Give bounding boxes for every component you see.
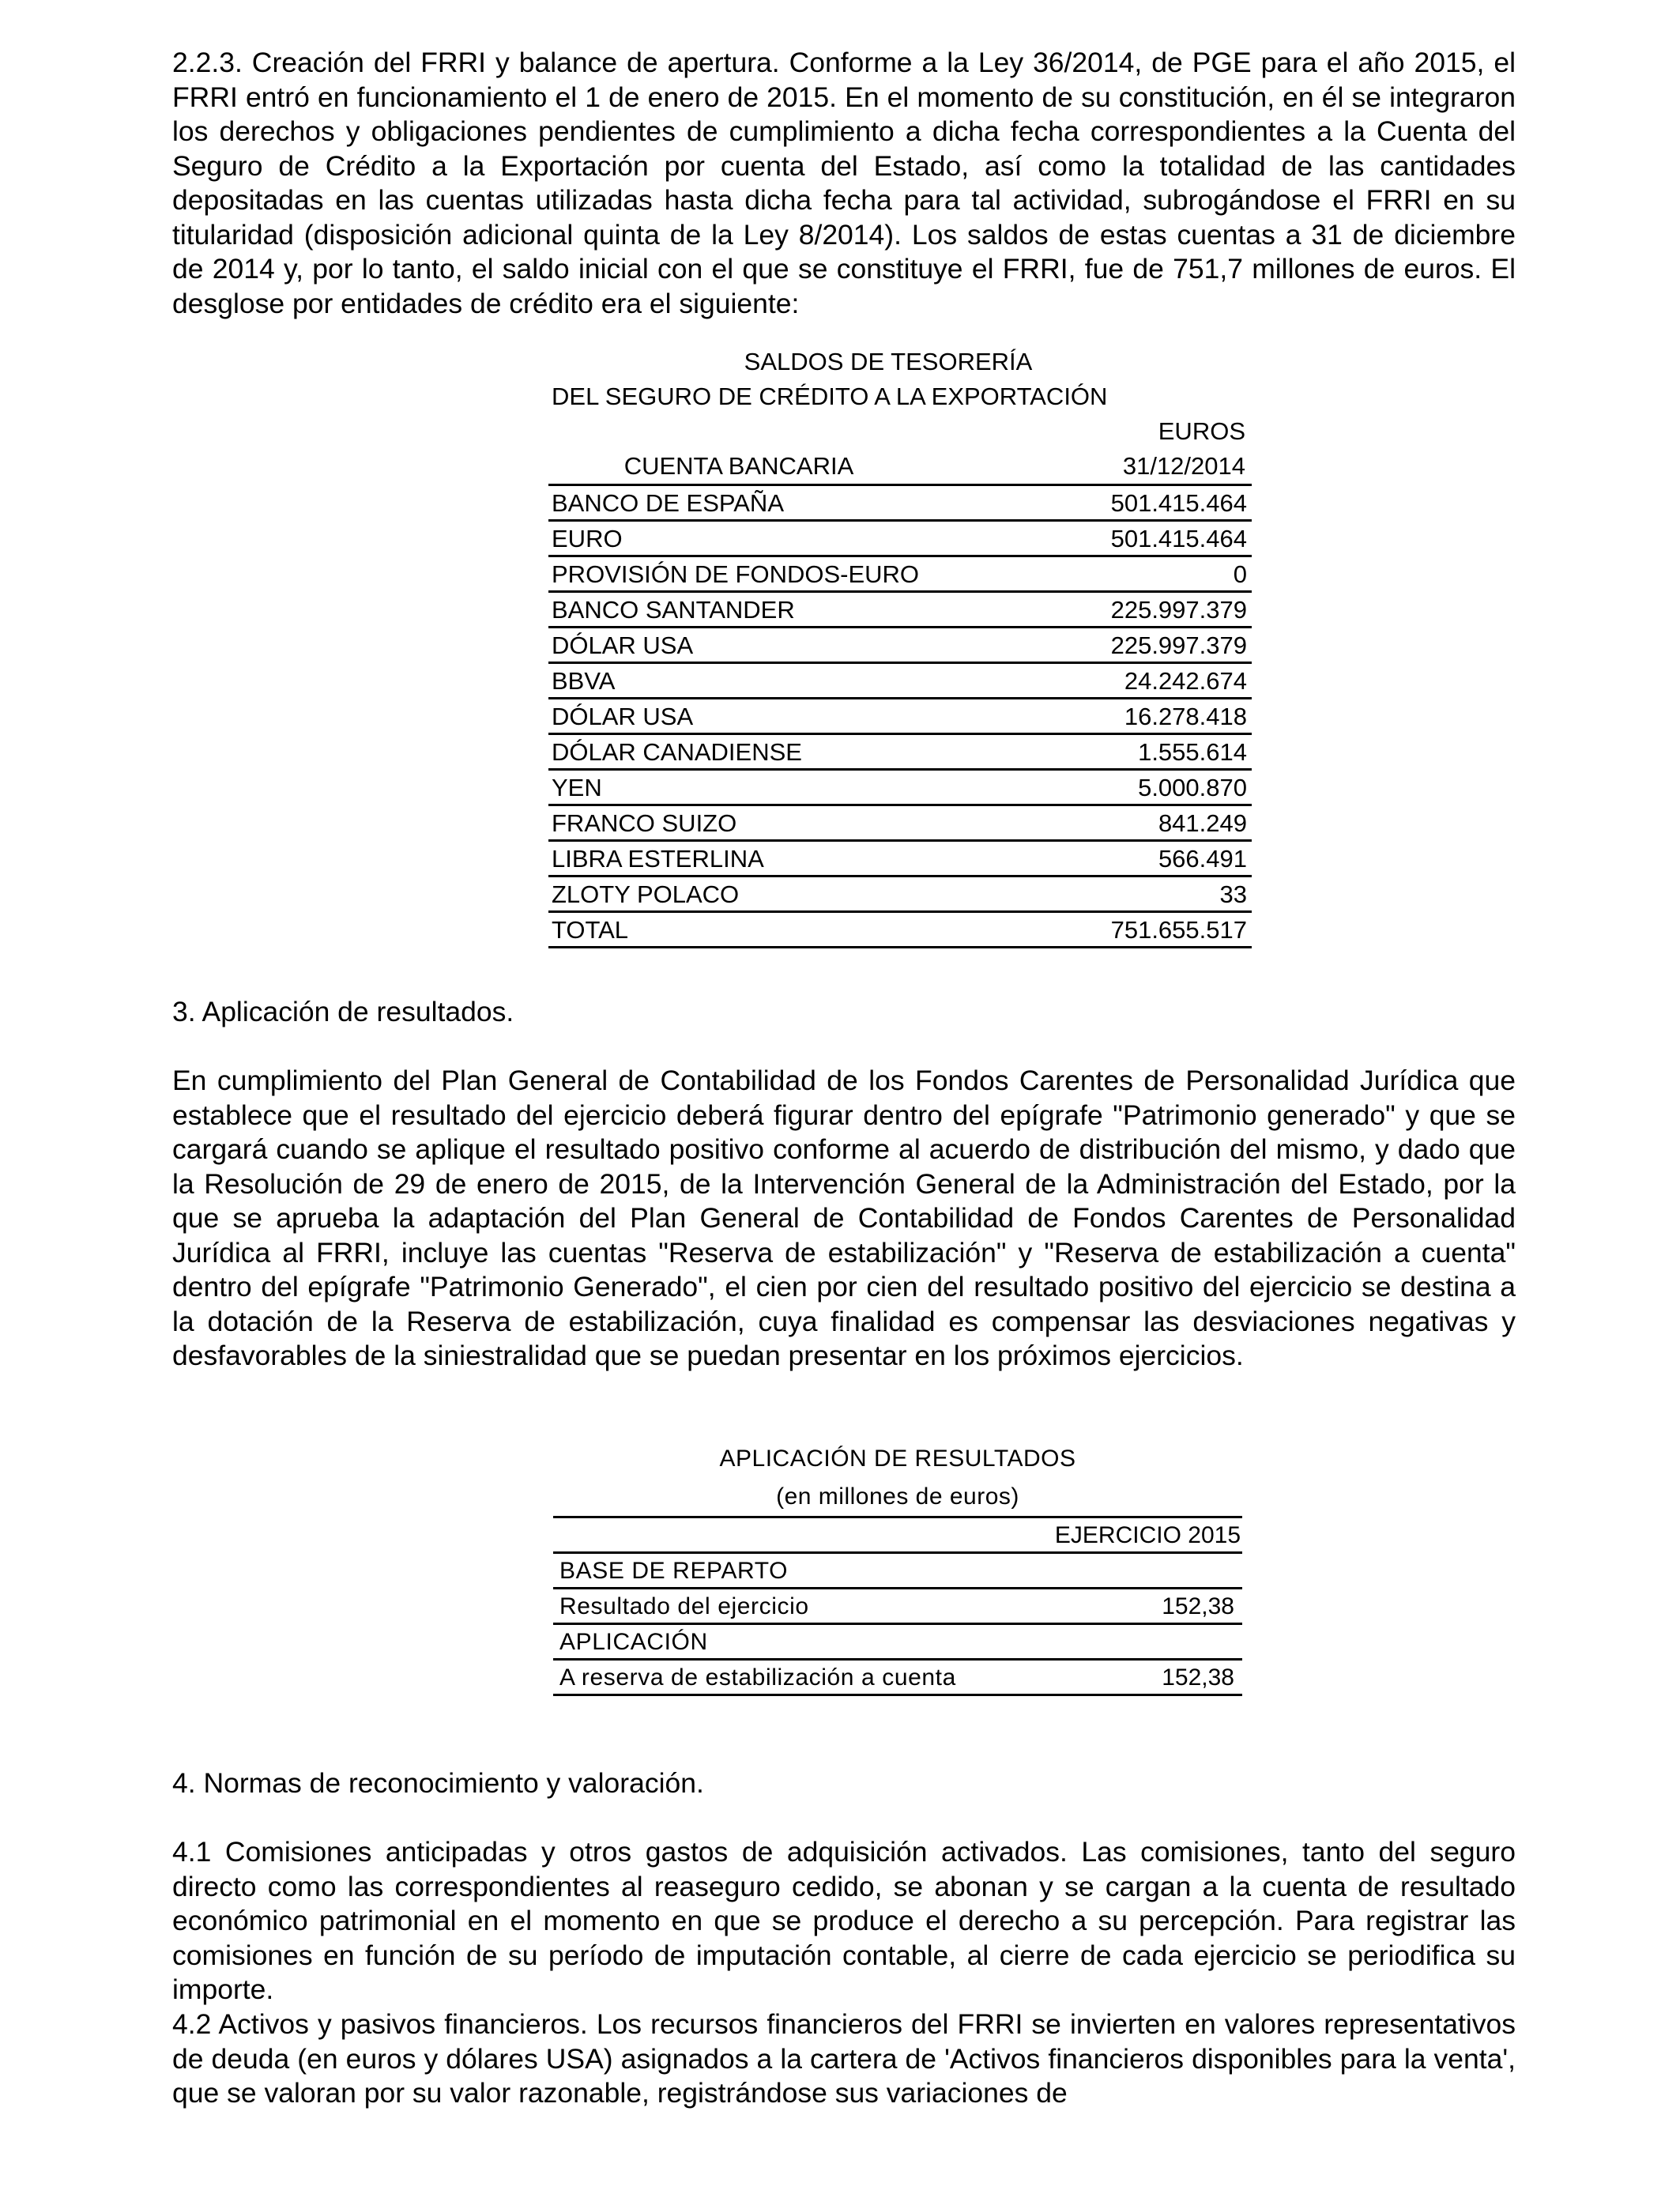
row-label: YEN (552, 774, 602, 801)
table-caption: DEL SEGURO DE CRÉDITO A LA EXPORTACIÓN (552, 383, 1108, 410)
row-value: 1.555.614 (1138, 738, 1247, 766)
table-row (548, 804, 1252, 839)
row-value: 33 (1219, 880, 1247, 908)
row-label: Resultado del ejercicio (559, 1593, 809, 1619)
table-row (548, 733, 1252, 768)
table-row (553, 1623, 1242, 1658)
paragraph-4-1: 4.1 Comisiones anticipadas y otros gastos de adquisición activados. Las comisiones, tanto del seguro directo como las correspondientes al reaseguro cedido, se abonan y se cargan a la cuenta de resultado económico patrimonial en el momento en que se produce el derecho a su percepción. Para registrar las comisiones en función de su período de imputación contable, al cierre de cada ejercicio se periodifica su importe. (172, 1836, 1516, 2005)
table-row (548, 839, 1252, 875)
row-value: 225.997.379 (1110, 631, 1247, 659)
table-row (553, 1551, 1242, 1587)
column-header-account: CUENTA BANCARIA (623, 452, 854, 480)
unit-label: EUROS (1158, 417, 1245, 445)
column-header-ejercicio: EJERCICIO 2015 (553, 1516, 1242, 1551)
table-row (548, 519, 1252, 555)
row-label: BANCO DE ESPAÑA (552, 489, 785, 517)
table-caption: (en millones de euros) (776, 1483, 1019, 1510)
table-caption: APLICACIÓN DE RESULTADOS (719, 1446, 1076, 1472)
table-row (548, 875, 1252, 910)
table-row (548, 590, 1252, 626)
row-label: DÓLAR USA (552, 631, 694, 659)
row-value (1060, 1554, 1242, 1587)
table-row (548, 626, 1252, 662)
table-row (548, 484, 1252, 519)
table-aplicacion-resultados (553, 1440, 1242, 1696)
table-row (553, 1658, 1242, 1696)
row-label: APLICACIÓN (559, 1629, 708, 1655)
column-header-date: 31/12/2014 (1122, 452, 1245, 480)
row-label: ZLOTY POLACO (552, 880, 740, 908)
table-header-row (548, 449, 1252, 484)
table-caption: SALDOS DE TESORERÍA (744, 348, 1033, 375)
row-value: 841.249 (1158, 809, 1247, 837)
table-unit-row (548, 414, 1252, 449)
row-label: LIBRA ESTERLINA (552, 845, 764, 873)
row-value: 501.415.464 (1110, 489, 1247, 517)
row-value: 501.415.464 (1110, 525, 1247, 552)
row-label: PROVISIÓN DE FONDOS-EURO (552, 560, 920, 588)
paragraph-section-3: En cumplimiento del Plan General de Contabilidad de los Fondos Carentes de Personalidad Jurídica que establece que el resultado del ejercicio deberá figurar dentro del epígrafe "Patrimonio generado" y que se cargará cuando se aplique el resultado positivo conforme al acuerdo de distribución del mismo, y dado que la Resolución de 29 de enero de 2015, de la Intervención General de la Administración del Estado, por la que se aprueba la adaptación del Plan General de Contabilidad de Fondos Carentes de Personalidad Jurídica al FRRI, incluye las cuentas "Reserva de estabilización" y "Reserva de estabilización a cuenta" dentro del epígrafe "Patrimonio Generado", el cien por cien del resultado positivo del ejercicio se destina a la dotación de la Reserva de estabilización, cuya finalidad es compensar las desviaciones negativas y desfavorables de la siniestralidad que se puedan presentar en los próximos ejercicios. (172, 1065, 1516, 1371)
row-label: BASE DE REPARTO (559, 1558, 789, 1584)
row-value: 751.655.517 (1110, 916, 1247, 944)
row-value: 16.278.418 (1124, 703, 1247, 730)
row-value: 566.491 (1158, 845, 1247, 873)
row-value: 152,38 (1162, 1664, 1234, 1691)
row-label: BBVA (552, 667, 616, 695)
row-label: BANCO SANTANDER (552, 596, 795, 624)
row-value: 225.997.379 (1110, 596, 1247, 624)
paragraph-4-2: 4.2 Activos y pasivos financieros. Los recursos financieros del FRRI se invierten en valores representativos de deuda (en euros y dólares USA) asignados a la cartera de 'Activos financieros disponibles para la venta', que se valoran por su valor razonable, registrándose sus variaciones de (172, 2008, 1516, 2109)
table-row (548, 555, 1252, 590)
row-label: A reserva de estabilización a cuenta (559, 1664, 956, 1691)
row-value: 24.242.674 (1124, 667, 1247, 695)
table-total-row (548, 910, 1252, 948)
row-value: 5.000.870 (1138, 774, 1247, 801)
table-row (548, 768, 1252, 804)
table-row (553, 1587, 1242, 1623)
row-value: 0 (1233, 560, 1247, 588)
row-value (1060, 1625, 1242, 1658)
section-3-heading: 3. Aplicación de resultados. (172, 996, 514, 1027)
row-label: DÓLAR CANADIENSE (552, 738, 802, 766)
row-value: 152,38 (1162, 1593, 1234, 1619)
section-4-heading: 4. Normas de reconocimiento y valoración. (172, 1767, 704, 1799)
table-row (548, 662, 1252, 697)
table-row (548, 697, 1252, 733)
table-saldos-tesoreria (548, 345, 1252, 948)
row-label: EURO (552, 525, 623, 552)
row-label: FRANCO SUIZO (552, 809, 737, 837)
paragraph-2-2-3: 2.2.3. Creación del FRRI y balance de apertura. Conforme a la Ley 36/2014, de PGE para el año 2015, el FRRI entró en funcionamiento el 1 de enero de 2015. En el momento de su constitución, en él se integraron los derechos y obligaciones pendientes de cumplimiento a dicha fecha correspondientes a la Cuenta del Seguro de Crédito a la Exportación por cuenta del Estado, así como la totalidad de las cantidades depositadas en las cuentas utilizadas hasta dicha fecha para tal actividad, subrogándose el FRRI en su titularidad (disposición adicional quinta de la Ley 8/2014). Los saldos de estas cuentas a 31 de diciembre de 2014 y, por lo tanto, el saldo inicial con el que se constituye el FRRI, fue de 751,7 millones de euros. El desglose por entidades de crédito era el siguiente: (172, 47, 1516, 319)
row-label: TOTAL (552, 916, 629, 944)
row-label: DÓLAR USA (552, 703, 694, 730)
